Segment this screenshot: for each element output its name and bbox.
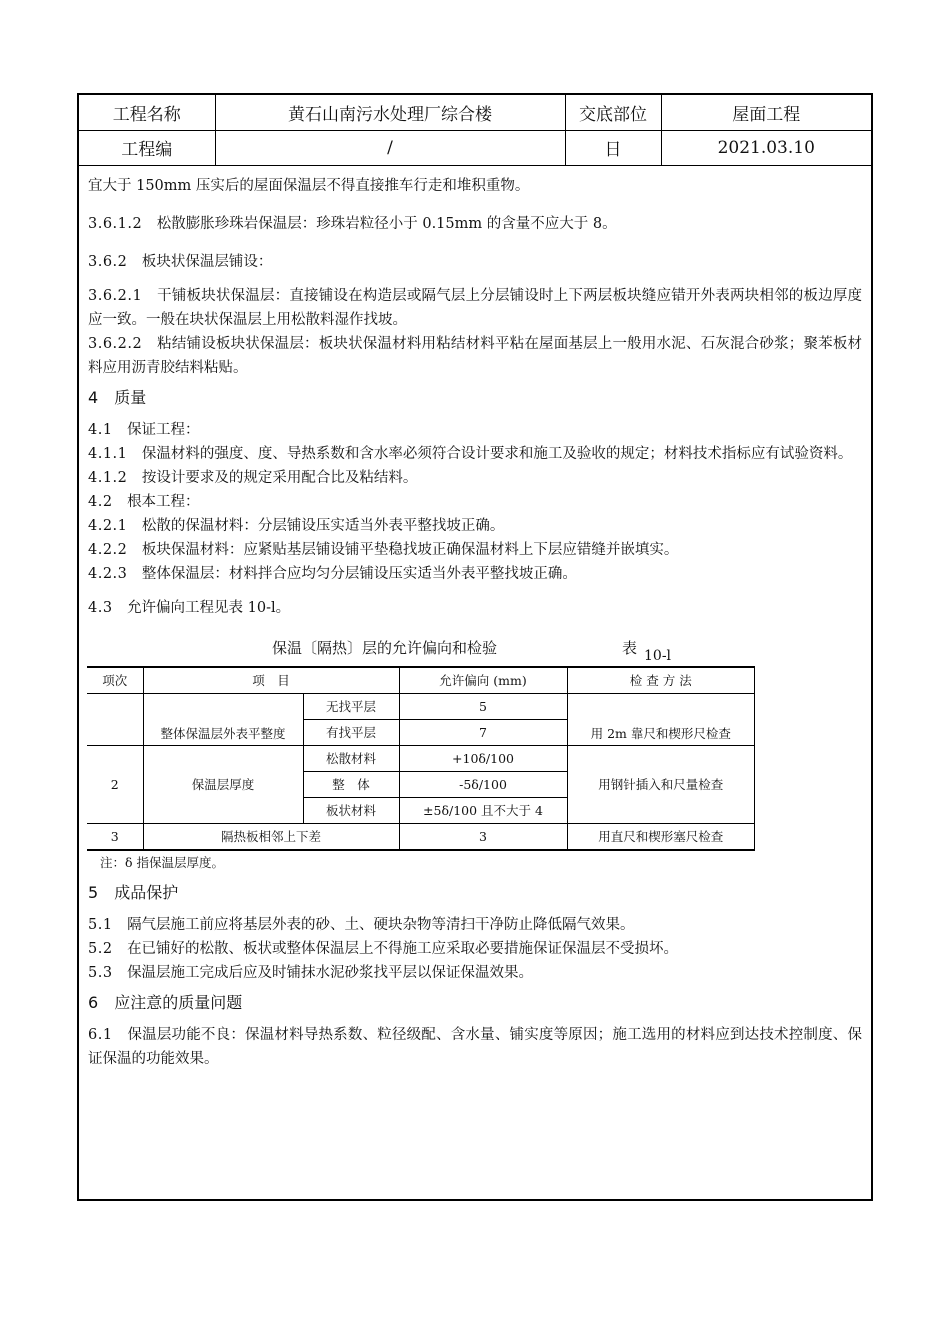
sub-item: 板状材料	[303, 797, 399, 823]
row-number: 3	[87, 823, 143, 850]
paragraph	[88, 1023, 862, 1071]
clause-number: 5.3	[88, 964, 113, 981]
project-name-label: 工程名称	[79, 95, 215, 130]
paragraph	[88, 937, 862, 961]
clause-text: 保证工程：	[127, 421, 200, 438]
clause-number: 5.1	[88, 916, 113, 933]
section-title: 成品保护	[114, 882, 179, 902]
clause-text: 干铺板块状保温层：直接铺设在构造层或隔气层上分层铺设时上下两层板块缝应错开外表两块相邻的板边厚度应一致。一般在块状保温层上用松散料湿作找坡。	[88, 287, 863, 328]
clause-text: 板块状保温层铺设：	[141, 253, 273, 270]
clause-text: 板块保温材料：应紧贴基层铺设铺平垫稳找坡正确保温材料上下层应错缝并嵌填实。	[141, 541, 679, 558]
deviation-value: ±5δ/100 且不大于 4	[399, 797, 567, 823]
section-number: 6	[88, 992, 99, 1012]
paragraph	[88, 596, 862, 620]
paragraph: 宜大于 150mm 压实后的屋面保温层不得直接推车行走和堆积重物。	[88, 177, 530, 194]
clause-text: 隔气层施工前应将基层外表的砂、土、硬块杂物等清扫干净防止降低隔气效果。	[127, 916, 635, 933]
clause-text: 保温层功能不良：保温材料导热系数、粒径级配、含水量、铺实度等原因；施工选用的材料应到达技术控制度、保证保温的功能效果。	[88, 1026, 862, 1067]
section-heading	[88, 386, 862, 410]
deviation-value: +10δ/100	[399, 745, 567, 771]
paragraph	[88, 212, 862, 236]
row-number	[87, 693, 143, 745]
deviation-table	[87, 666, 755, 851]
section-heading	[88, 991, 862, 1015]
clause-text: 松散膨胀珍珠岩保温层：珍珠岩粒径小于 0.15mm 的含量不应大于 8。	[156, 215, 617, 232]
clause-number: 4.2.2	[88, 541, 128, 558]
paragraph	[88, 442, 862, 466]
paragraph	[88, 284, 862, 332]
clause-number: 3.6.2.1	[88, 287, 143, 304]
table-title: 保温〔隔热〕层的允许偏向和检验	[272, 638, 498, 657]
paragraph	[88, 466, 862, 490]
paragraph	[88, 490, 862, 514]
date-label: 日	[565, 130, 661, 165]
item-name: 整体保温层外表平整度	[143, 693, 303, 745]
sub-item: 有找平层	[303, 719, 399, 745]
paragraph	[88, 562, 862, 586]
clause-number: 3.6.2.2	[88, 335, 143, 352]
clause-text: 保温材料的强度、度、导热系数和含水率必须符合设计要求和施工及验收的规定；材料技术指标应有试验资料。	[141, 445, 853, 462]
project-name-value: 黄石山南污水处理厂综合楼	[215, 95, 565, 130]
document-frame	[77, 93, 873, 1201]
clause-number: 3.6.1.2	[88, 215, 143, 232]
header-table	[79, 95, 871, 166]
handover-part-label: 交底部位	[565, 95, 661, 130]
clause-text: 根本工程：	[127, 493, 200, 510]
paragraph	[88, 538, 862, 562]
table-number: 10-l	[644, 647, 672, 664]
clause-number: 4.2.3	[88, 565, 128, 582]
sub-item: 松散材料	[303, 745, 399, 771]
table-caption	[88, 636, 862, 666]
clause-text: 按设计要求及的规定采用配合比及粘结料。	[141, 469, 418, 486]
paragraph	[88, 961, 862, 985]
deviation-value: 5	[399, 693, 567, 719]
item-name: 隔热板相邻上下差	[143, 823, 399, 850]
clause-number: 4.3	[88, 599, 113, 616]
deviation-value: 7	[399, 719, 567, 745]
clause-number: 4.1.2	[88, 469, 128, 486]
row-number: 2	[87, 745, 143, 823]
clause-number: 4.2	[88, 493, 113, 510]
clause-text: 松散的保温材料：分层铺设压实适当外表平整找坡正确。	[141, 517, 505, 534]
clause-text: 保温层施工完成后应及时铺抹水泥砂浆找平层以保证保温效果。	[127, 964, 534, 981]
project-number-value: /	[215, 130, 565, 165]
deviation-value: -5δ/100	[399, 771, 567, 797]
clause-text: 允许偏向工程见表 10-l。	[127, 599, 291, 616]
col-header-method: 检 查 方 法	[567, 667, 754, 694]
section-number: 5	[88, 882, 99, 902]
check-method: 用直尺和楔形塞尺检查	[567, 823, 754, 850]
clause-text: 在已铺好的松散、板状或整体保温层上不得施工应采取必要措施保证保温层不受损坏。	[127, 940, 679, 957]
project-number-label: 工程编	[79, 130, 215, 165]
clause-number: 6.1	[88, 1026, 113, 1043]
handover-part-value: 屋面工程	[661, 95, 871, 130]
section-heading	[88, 881, 862, 905]
document-body	[79, 166, 871, 1071]
date-value: 2021.03.10	[661, 130, 871, 165]
clause-number: 4.1	[88, 421, 113, 438]
clause-number: 4.2.1	[88, 517, 128, 534]
section-number: 4	[88, 387, 99, 407]
clause-text: 粘结铺设板块状保温层：板块状保温材料用粘结材料平粘在屋面基层上一般用水泥、石灰混合砂浆；聚苯板材料应用沥青胶结料粘贴。	[88, 335, 863, 376]
section-title: 质量	[114, 387, 147, 407]
clause-number: 4.1.1	[88, 445, 128, 462]
check-method: 用 2m 靠尺和楔形尺检查	[567, 693, 754, 745]
col-header-no: 项次	[87, 667, 143, 694]
table-tag: 表	[622, 638, 638, 657]
section-title: 应注意的质量问题	[114, 992, 243, 1012]
paragraph	[88, 514, 862, 538]
sub-item: 无找平层	[303, 693, 399, 719]
paragraph	[88, 250, 862, 274]
item-name: 保温层厚度	[143, 745, 303, 823]
paragraph	[88, 332, 862, 380]
clause-number: 5.2	[88, 940, 113, 957]
check-method: 用钢针插入和尺量检查	[567, 745, 754, 823]
sub-item: 整 体	[303, 771, 399, 797]
clause-number: 3.6.2	[88, 253, 128, 270]
table-note: 注：δ 指保温层厚度。	[100, 854, 224, 870]
paragraph	[88, 913, 862, 937]
col-header-item: 项 目	[143, 667, 399, 694]
clause-text: 整体保温层：材料拌合应均匀分层铺设压实适当外表平整找坡正确。	[141, 565, 577, 582]
deviation-value: 3	[399, 823, 567, 850]
paragraph	[88, 418, 862, 442]
col-header-deviation: 允许偏向 (mm)	[399, 667, 567, 694]
